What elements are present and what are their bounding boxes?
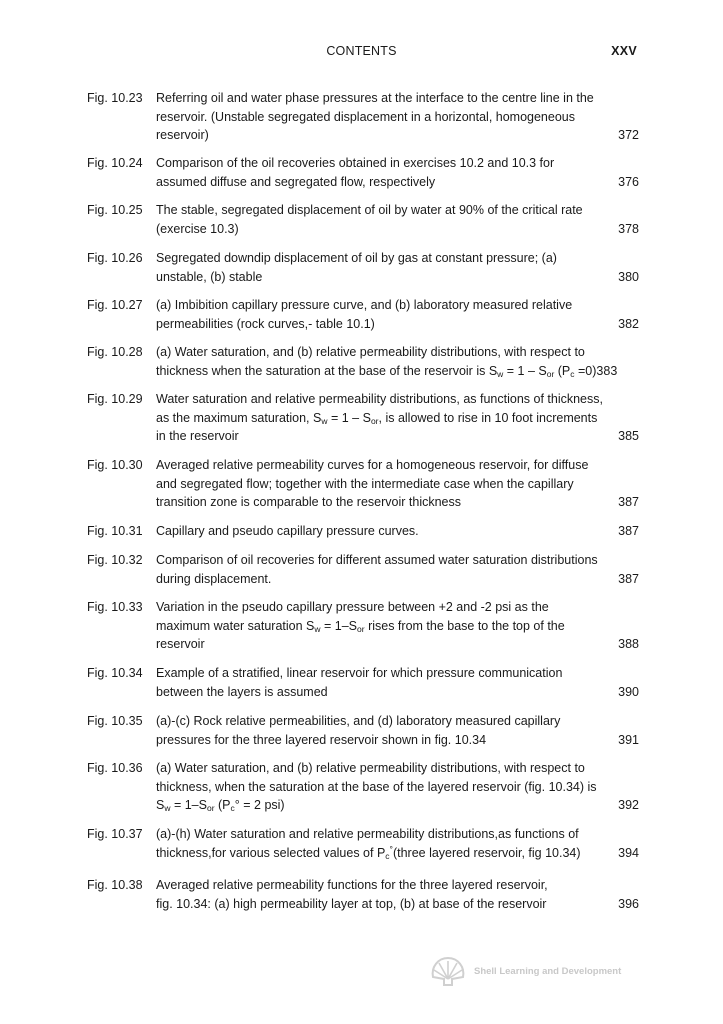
entry-line-text: = 1 – S: [327, 410, 371, 425]
entry-line: [156, 844, 643, 863]
toc-entry[interactable]: [87, 89, 643, 145]
toc-entry[interactable]: [87, 154, 643, 191]
toc-entry[interactable]: [87, 876, 643, 913]
figure-number: Fig. 10.35: [87, 714, 143, 728]
figure-number: Fig. 10.29: [87, 392, 143, 406]
entry-line-text: (three layered reservoir, fig 10.34): [392, 845, 581, 860]
toc-entry[interactable]: [87, 522, 643, 541]
page-ref: 396: [618, 896, 639, 911]
entry-line: [156, 617, 643, 636]
page-ref: 390: [618, 684, 639, 699]
entry-line: Water saturation and relative permeability distributions, as functions of thickness,: [156, 392, 603, 406]
toc-entry[interactable]: [87, 825, 643, 862]
figure-number: Fig. 10.23: [87, 91, 143, 105]
entry-line-text: thickness when the saturation at the base of the reservoir is S: [156, 363, 498, 378]
page-footer: [430, 955, 650, 987]
entry-line-text: unstable, (b) stable: [156, 269, 263, 284]
toc-entry[interactable]: [87, 712, 643, 749]
entry-line: [156, 796, 643, 815]
entry-line: [156, 268, 643, 287]
entry-line: (a) Water saturation, and (b) relative permeability distributions, with respect to: [156, 761, 585, 775]
subscript: or: [370, 415, 379, 426]
subscript: or: [546, 368, 555, 379]
subscript: c: [570, 368, 575, 379]
entry-line-text: reservoir): [156, 128, 209, 142]
entry-line-text: Capillary and pseudo capillary pressure curves.: [156, 524, 419, 538]
figure-number: Fig. 10.25: [87, 203, 143, 217]
page-header: [0, 44, 723, 62]
entry-line-text: = 1 – S: [503, 363, 547, 378]
entry-line: thickness, when the saturation at the base of the layered reservoir (fig. 10.34) is: [156, 779, 597, 794]
figure-number: Fig. 10.27: [87, 298, 143, 312]
entry-line-text: reservoir: [156, 637, 205, 651]
entry-line: Segregated downdip displacement of oil by gas at constant pressure; (a): [156, 251, 557, 265]
toc-entry[interactable]: [87, 456, 643, 512]
entry-line-text: assumed diffuse and segregated flow, respectively: [156, 174, 436, 189]
entry-line: [156, 126, 643, 145]
entry-line: [156, 895, 643, 914]
toc-entry[interactable]: [87, 759, 643, 815]
subscript: w: [164, 803, 171, 813]
entry-line-text: during displacement.: [156, 571, 272, 586]
header-title: CONTENTS: [326, 44, 397, 58]
entry-line-text: in the reservoir: [156, 429, 239, 443]
figure-number: Fig. 10.33: [87, 600, 143, 614]
entry-line: [156, 635, 643, 654]
subscript: w: [321, 415, 328, 426]
entry-line: The stable, segregated displacement of oil by water at 90% of the critical rate: [156, 203, 583, 217]
subscript: or: [206, 803, 215, 813]
entry-line: [156, 522, 643, 541]
page-ref: 392: [618, 798, 639, 812]
entry-line: Comparison of the oil recoveries obtained in exercises 10.2 and 10.3 for: [156, 156, 555, 170]
figure-number: Fig. 10.36: [87, 761, 143, 775]
figure-number: Fig. 10.37: [87, 827, 143, 841]
figure-number: Fig. 10.32: [87, 553, 143, 567]
entry-line-text: = 1–S: [320, 618, 358, 633]
entry-line: [156, 362, 643, 381]
entry-line: (a) Water saturation, and (b) relative permeability distributions, with respect to: [156, 345, 585, 359]
entry-line: (a)-(h) Water saturation and relative permeability distributions,as functions of: [156, 827, 579, 841]
page-ref: 382: [618, 316, 639, 331]
figure-number: Fig. 10.26: [87, 251, 143, 265]
figure-number: Fig. 10.28: [87, 345, 143, 359]
entry-line-text: , is allowed to rise in 10 foot increments: [378, 410, 598, 425]
entry-line-text: transition zone is comparable to the reservoir thickness: [156, 495, 462, 509]
figure-number: Fig. 10.24: [87, 156, 143, 170]
entry-line-text: between the layers is assumed: [156, 684, 328, 699]
subscript: c: [230, 803, 235, 813]
entry-line-text: thickness,for various selected values of P: [156, 845, 386, 860]
entry-line-text: (P: [554, 363, 571, 378]
entry-line: and segregated flow; together with the intermediate case when the capillary: [156, 476, 574, 491]
toc-entry[interactable]: [87, 390, 643, 446]
entry-line-text: maximum water saturation S: [156, 618, 315, 633]
toc-entry[interactable]: [87, 343, 643, 380]
page-ref: 376: [618, 174, 639, 189]
figure-number: Fig. 10.30: [87, 458, 143, 472]
page-ref: 388: [618, 637, 639, 651]
page-ref: 385: [618, 429, 639, 443]
entry-line-text: (P: [214, 798, 231, 812]
page-ref: 383: [596, 363, 618, 378]
figure-number: Fig. 10.34: [87, 666, 143, 680]
toc-entry[interactable]: [87, 664, 643, 701]
entry-line: [156, 731, 643, 750]
superscript: °: [389, 843, 393, 854]
page-ref: 372: [618, 128, 639, 142]
entry-line: [156, 220, 643, 239]
entry-line-text: =0): [574, 363, 597, 378]
figure-number: Fig. 10.38: [87, 878, 143, 892]
page-ref: 387: [618, 524, 639, 538]
footer-brand: Shell Learning and Development: [474, 966, 622, 977]
entry-line: [156, 173, 643, 192]
page-ref: 391: [618, 732, 639, 747]
subscript: or: [357, 623, 365, 634]
entry-line: Example of a stratified, linear reservoir for which pressure communication: [156, 666, 563, 680]
page-ref: 394: [618, 845, 639, 860]
entry-line-text: permeabilities (rock curves,- table 10.1): [156, 316, 375, 331]
entry-line: Variation in the pseudo capillary pressure between +2 and -2 psi as the: [156, 600, 549, 614]
toc-entry[interactable]: [87, 201, 643, 238]
subscript: w: [497, 368, 504, 379]
toc-entry[interactable]: [87, 551, 643, 588]
entry-line: reservoir. (Unstable segregated displacement in a horizontal, homogeneous: [156, 109, 575, 124]
subscript: c: [385, 850, 390, 861]
entry-line-text: rises from the base to the top of the: [364, 618, 565, 633]
entry-line: [156, 315, 643, 334]
entry-line: Averaged relative permeability functions for the three layered reservoir,: [156, 878, 548, 892]
entry-line-text: as the maximum saturation, S: [156, 410, 322, 425]
entry-line: (a) Imbibition capillary pressure curve, and (b) laboratory measured relative: [156, 298, 573, 312]
entry-line-text: fig. 10.34: (a) high permeability layer at top, (b) at base of the reservoir: [156, 896, 547, 911]
header-page-number: XXV: [611, 44, 637, 58]
entry-line: [156, 493, 643, 512]
entry-line-text: = 1–S: [170, 798, 207, 812]
toc-entry[interactable]: [87, 249, 643, 286]
shell-logo-icon: [430, 955, 466, 987]
entry-line: [156, 570, 643, 589]
entry-line-text: (exercise 10.3): [156, 221, 239, 236]
page-ref: 380: [618, 269, 639, 284]
entry-line: [156, 683, 643, 702]
page-ref: 378: [618, 221, 639, 236]
entry-line: [156, 427, 643, 446]
entry-line-text: = 2 psi): [239, 798, 285, 812]
entry-line-text: S: [156, 798, 165, 812]
toc-entry[interactable]: [87, 296, 643, 333]
subscript: w: [314, 623, 321, 634]
entry-line-text: °: [234, 798, 240, 812]
page-ref: 387: [618, 495, 639, 509]
page-ref: 387: [618, 571, 639, 586]
entry-line: Averaged relative permeability curves for a homogeneous reservoir, for diffuse: [156, 458, 589, 472]
entry-line: (a)-(c) Rock relative permeabilities, and (d) laboratory measured capillary: [156, 714, 561, 728]
entry-line: Comparison of oil recoveries for different assumed water saturation distributions: [156, 553, 598, 567]
toc-entry[interactable]: [87, 598, 643, 654]
figure-number: Fig. 10.31: [87, 524, 143, 538]
entry-line: [156, 409, 643, 428]
entry-line: Referring oil and water phase pressures at the interface to the centre line in the: [156, 91, 594, 105]
entry-line-text: pressures for the three layered reservoir shown in fig. 10.34: [156, 732, 487, 747]
